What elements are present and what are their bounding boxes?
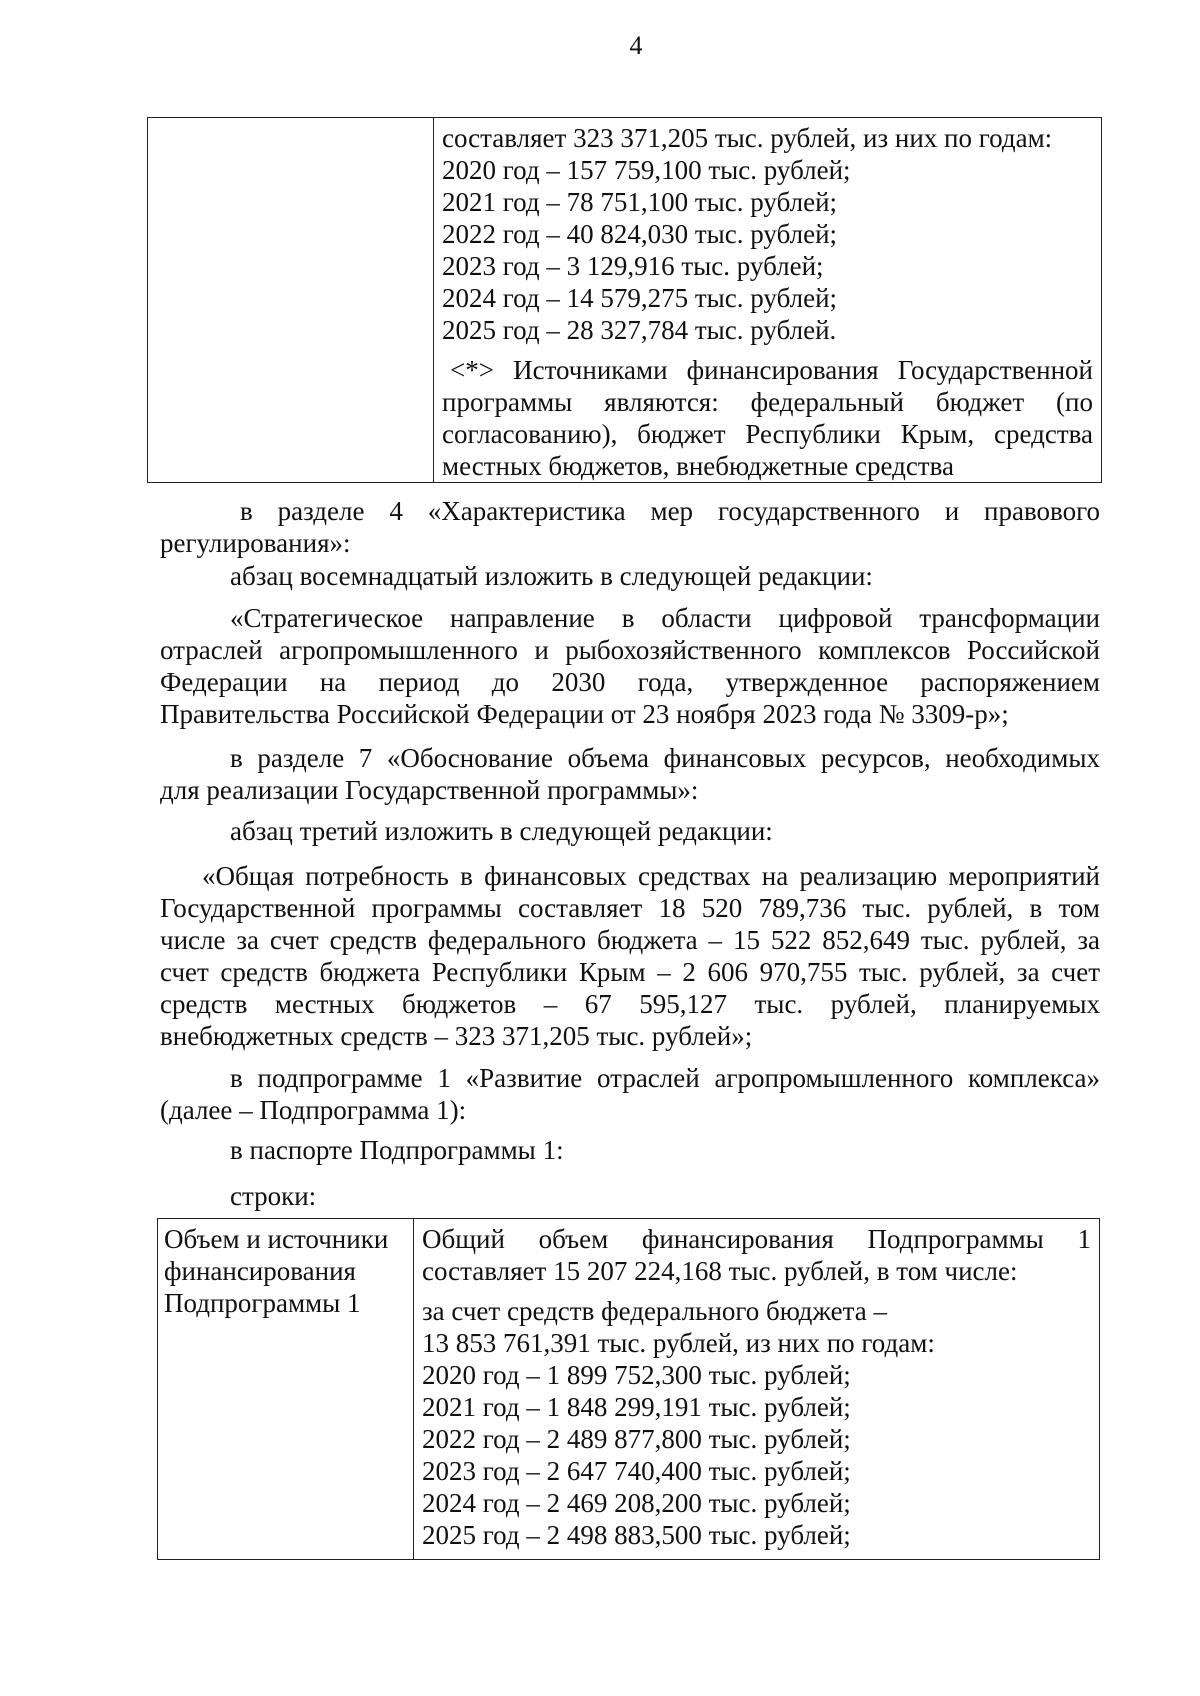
paragraph-line: «Стратегическое направление в области цифровой трансформации	[230, 603, 1100, 633]
paragraph-line: в подпрограмме 1 «Развитие отраслей агропромышленного комплекса»	[230, 1063, 1100, 1093]
paragraph-section7	[160, 742, 1100, 806]
footnote-line: <*> Источниками финансирования Государственной	[450, 355, 1093, 385]
paragraph-line: абзац восемнадцатый изложить в следующей редакции:	[230, 561, 873, 591]
paragraph-line: отраслей агропромышленного и рыбохозяйственного комплексов Российской	[160, 635, 1100, 665]
footnote-line: местных бюджетов, внебюджетные средства	[442, 451, 954, 481]
paragraph-abzac18	[160, 560, 1100, 592]
paragraph-total-need	[160, 860, 1100, 1052]
text-line: 2024 год – 14 579,275 тыс. рублей;	[442, 283, 838, 313]
paragraph-line: Государственной программы составляет 18 520 789,736 тыс. рублей, в том	[160, 893, 1100, 923]
table-cell-content	[414, 1219, 1100, 1560]
text-line: Подпрограммы 1	[164, 1288, 361, 1318]
paragraph-line: счет средств бюджета Республики Крым – 2 606 970,755 тыс. рублей, за счет	[160, 957, 1100, 987]
paragraph-line: внебюджетных средств – 323 371,205 тыс. рублей»;	[160, 1021, 753, 1051]
financing-table-continuation	[147, 117, 1102, 483]
table-cell-content	[434, 118, 1102, 483]
paragraph-line: Правительства Российской Федерации от 23 ноября 2023 года № 3309-р»;	[160, 699, 1009, 729]
page-number: 4	[629, 31, 643, 60]
text-line: 2025 год – 2 498 883,500 тыс. рублей;	[422, 1520, 851, 1550]
paragraph-line: регулирования»:	[160, 528, 351, 558]
table-row	[148, 118, 1102, 483]
text-line: Объем и источники	[164, 1224, 389, 1254]
text-line: 2021 год – 78 751,100 тыс. рублей;	[442, 187, 838, 217]
paragraph-line: числе за счет средств федерального бюджета – 15 522 852,649 тыс. рублей, за	[160, 925, 1100, 955]
text-line: 2022 год – 40 824,030 тыс. рублей;	[442, 219, 838, 249]
footnote-line: согласованию), бюджет Республики Крым, средства	[442, 419, 1093, 449]
paragraph-line: средств местных бюджетов – 67 595,127 тыс. рублей, планируемых	[160, 989, 1100, 1019]
text-line: Общий объем финансирования Подпрограммы 1	[422, 1224, 1091, 1254]
paragraph-line: (далее – Подпрограмма 1):	[160, 1095, 467, 1125]
text-line: составляет 15 207 224,168 тыс. рублей, в том числе:	[422, 1256, 1018, 1286]
paragraph-abzac3	[160, 815, 1100, 847]
paragraph-line: абзац третий изложить в следующей редакции:	[230, 816, 773, 846]
paragraph-line: в паспорте Подпрограммы 1:	[230, 1135, 564, 1165]
paragraph-line: «Общая потребность в финансовых средствах на реализацию мероприятий	[202, 861, 1100, 891]
paragraph-line: строки:	[230, 1181, 317, 1211]
table-cell-label	[158, 1219, 414, 1560]
paragraph-line: в разделе 4 «Характеристика мер государственного и правового	[240, 496, 1100, 526]
text-line: финансирования	[164, 1256, 356, 1286]
text-line: 2020 год – 1 899 752,300 тыс. рублей;	[422, 1360, 851, 1390]
paragraph-line: Федерации на период до 2030 года, утвержденное распоряжением	[160, 667, 1100, 697]
text-line: 2022 год – 2 489 877,800 тыс. рублей;	[422, 1424, 851, 1454]
text-line: 2023 год – 3 129,916 тыс. рублей;	[442, 251, 824, 281]
paragraph-line: в разделе 7 «Обоснование объема финансовых ресурсов, необходимых	[230, 743, 1100, 773]
paragraph-rows	[160, 1180, 1100, 1212]
text-line: за счет средств федерального бюджета –	[422, 1296, 887, 1326]
text-line: 2024 год – 2 469 208,200 тыс. рублей;	[422, 1488, 851, 1518]
paragraph-section4	[160, 495, 1100, 559]
paragraph-passport	[160, 1134, 1100, 1166]
text-line: составляет 323 371,205 тыс. рублей, из них по годам:	[442, 123, 1053, 153]
text-line: 13 853 761,391 тыс. рублей, из них по годам:	[422, 1328, 935, 1358]
text-line: 2020 год – 157 759,100 тыс. рублей;	[442, 155, 851, 185]
table-cell-label	[148, 118, 434, 483]
text-line: 2023 год – 2 647 740,400 тыс. рублей;	[422, 1456, 851, 1486]
text-line: 2021 год – 1 848 299,191 тыс. рублей;	[422, 1392, 851, 1422]
subprogram-financing-table	[157, 1218, 1100, 1560]
paragraph-subprogram1	[160, 1062, 1100, 1126]
paragraph-strategic-direction	[160, 602, 1100, 730]
text-line: 2025 год – 28 327,784 тыс. рублей.	[442, 315, 837, 345]
paragraph-line: для реализации Государственной программы»:	[160, 775, 699, 805]
table-row	[158, 1219, 1100, 1560]
footnote-line: программы являются: федеральный бюджет (по	[442, 387, 1093, 417]
